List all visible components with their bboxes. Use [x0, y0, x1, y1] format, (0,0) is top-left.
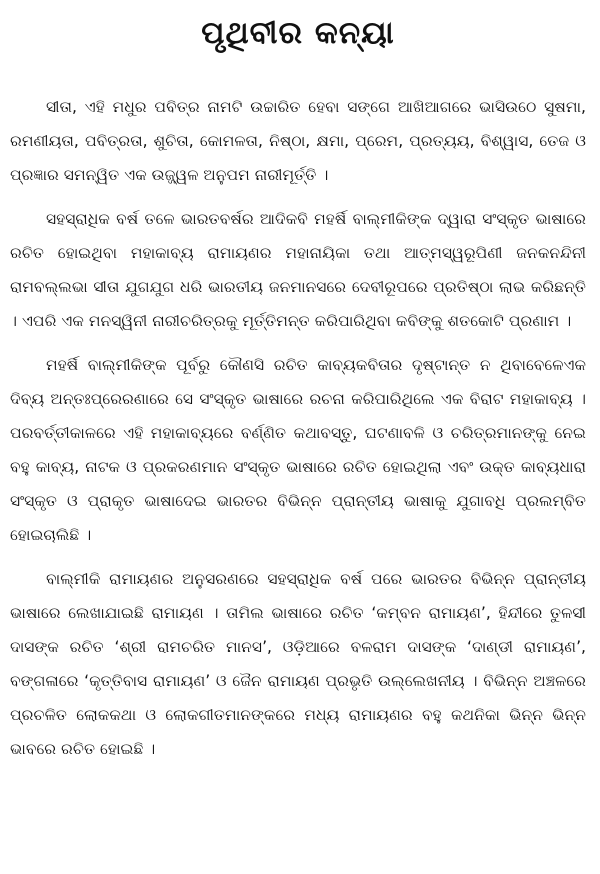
page-title: ପୃଥିବୀର କନ୍ୟା [201, 15, 395, 51]
paragraph-1: ସୀତା, ଏହି ମଧୁର ପବିତ୍ର ନାମଟି ଉଚ୍ଚାରିତ ହେବା ସଙ୍ଗେ ଆଖିଆଗରେ ଭାସିଉଠେ ସୁଷମା, ରମଣୀୟତା, ପବିତ୍ରତା, ଶୁଚିତା, କୋମଳତା, ନିଷ୍ଠା, କ୍ଷମା, ପ୍ରେମ, ପ୍ରତ୍ୟୟ, ବିଶ୍ୱାସ, ତେଜ ଓ ପ୍ରଜ୍ଞାର ସମନ୍ୱିତ ଏକ ଉଜ୍ଜ୍ୱଳ ଅନୁପମ ନାରୀମୂର୍ତ୍ତି । [10, 98, 586, 184]
paragraph-3: ମହର୍ଷି ବାଲ୍ମୀକିଙ୍କ ପୂର୍ବରୁ କୌଣସି ରଚିତ କାବ୍ୟକବିତାର ଦୃଷ୍ଟାନ୍ତ ନ ଥିବାବେଳେଏକ ଦିବ୍ୟ ଅନ୍ତଃପ୍ରେରଣାରେ ସେ ସଂସ୍କୃତ ଭାଷାରେ ରଚନା କରିପାରିଥିଲେ ଏକ ବିରାଟ ମହାକାବ୍ୟ । ପରବର୍ତ୍ତୀକାଳରେ ଏହି ମହାକାବ୍ୟରେ ବର୍ଣ୍ଣିତ କଥାବସ୍ତୁ, ଘଟଣାବଳି ଓ ଚରିତ୍ରମାନଙ୍କୁ ନେଇ ବହୁ କାବ୍ୟ, ନାଟକ ଓ ପ୍ରକରଣମାନ ସଂସ୍କୃତ ଭାଷାରେ ରଚିତ ହୋଇଥିଲା ଏବଂ ଉକ୍ତ କାବ୍ୟଧାରା ସଂସ୍କୃତ ଓ ପ୍ରାକୃତ ଭାଷାଦେଇ ଭାରତର ବିଭିନ୍ନ ପ୍ରାନ୍ତୀୟ ଭାଷାକୁ ଯୁଗାବଧି ପ୍ରଲମ୍ବିତ ହୋଇଚାଲିଛି । [10, 356, 586, 544]
paragraph-2: ସହସ୍ରାଧିକ ବର୍ଷ ତଳେ ଭାରତବର୍ଷର ଆଦିକବି ମହର୍ଷି ବାଲ୍ମୀକିଙ୍କ ଦ୍ୱାରା ସଂସ୍କୃତ ଭାଷାରେ ରଚିତ ହୋଇଥିବା ମହାକାବ୍ୟ ରାମାୟଣର ମହାନାୟିକା ତଥା ଆତ୍ମସ୍ୱରୂପିଣୀ ଜନକନନ୍ଦିନୀ ରାମବଲ୍ଲଭା ସୀତା ଯୁଗଯୁଗ ଧରି ଭାରତୀୟ ଜନମାନସରେ ଦେବୀରୂପରେ ପ୍ରତିଷ୍ଠା ଲାଭ କରିଛନ୍ତି । ଏପରି ଏକ ମନସ୍ୱିନୀ ନାରୀଚରିତ୍ରକୁ ମୂର୍ତ୍ତିମନ୍ତ କରିପାରିଥିବା କବିଙ୍କୁ ଶତକୋଟି ପ୍ରଣାମ । [10, 210, 586, 330]
paragraph-4: ବାଲ୍ମୀକି ରାମାୟଣର ଅନୁସରଣରେ ସହସ୍ରାଧିକ ବର୍ଷ ପରେ ଭାରତର ବିଭିନ୍ନ ପ୍ରାନ୍ତୀୟ ଭାଷାରେ ଲେଖାଯାଇଛି ରାମାୟଣ । ତାମିଲ ଭାଷାରେ ରଚିତ ‘କମ୍ବନ ରାମାୟଣ’, ହିନ୍ଦୀରେ ତୁଳସୀ ଦାସଙ୍କ ରଚିତ ‘ଶ୍ରୀ ରାମଚରିତ ମାନସ’, ଓଡ଼ିଆରେ ବଳରାମ ଦାସଙ୍କ ‘ଦାଣ୍ଡୀ ରାମାୟଣ’, ବଙ୍ଗଳାରେ ‘କୃତ୍ତିବାସ ରାମାୟଣ’ ଓ ଜୈନ ରାମାୟଣ ପ୍ରଭୃତି ଉଲ୍ଲେଖନୀୟ । ବିଭିନ୍ନ ଅଞ୍ଚଳରେ ପ୍ରଚଳିତ ଲୋକକଥା ଓ ଲୋକଗୀତମାନଙ୍କରେ ମଧ୍ୟ ରାମାୟଣର ବହୁ କଥନିକା ଭିନ୍ନ ଭିନ୍ନ ଭାବରେ ରଚିତ ହୋଇଛି । [10, 570, 586, 758]
